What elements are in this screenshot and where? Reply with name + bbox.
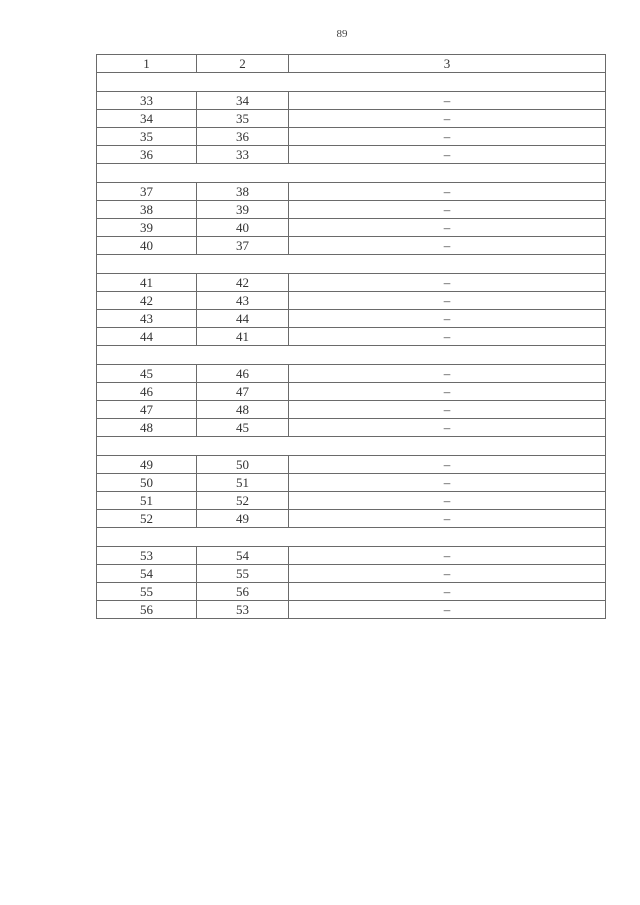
table-cell-col3: – <box>289 328 606 346</box>
table-row <box>97 328 606 346</box>
column-header-2: 2 <box>197 55 289 73</box>
table-body <box>97 55 606 619</box>
group-separator-cell <box>97 528 606 547</box>
table-cell-col1: 56 <box>97 601 197 619</box>
table-cell-col3: – <box>289 547 606 565</box>
table-cell-col3: – <box>289 146 606 164</box>
table-cell-col1: 54 <box>97 565 197 583</box>
table-cell-col2: 51 <box>197 474 289 492</box>
table-cell-col1: 38 <box>97 201 197 219</box>
table-cell-col1: 37 <box>97 183 197 201</box>
table-cell-col2: 48 <box>197 401 289 419</box>
table-cell-col1: 42 <box>97 292 197 310</box>
table-cell-col1: 43 <box>97 310 197 328</box>
group-separator-row <box>97 164 606 183</box>
table-cell-col3: – <box>289 565 606 583</box>
table-cell-col2: 53 <box>197 601 289 619</box>
table-row <box>97 583 606 601</box>
table-cell-col2: 34 <box>197 92 289 110</box>
table-cell-col3: – <box>289 474 606 492</box>
group-separator-row <box>97 255 606 274</box>
table-row <box>97 310 606 328</box>
table-cell-col2: 47 <box>197 383 289 401</box>
table-cell-col3: – <box>289 110 606 128</box>
table-cell-col2: 42 <box>197 274 289 292</box>
table-cell-col3: – <box>289 383 606 401</box>
table-row <box>97 365 606 383</box>
table-cell-col1: 40 <box>97 237 197 255</box>
table-cell-col1: 52 <box>97 510 197 528</box>
table-cell-col1: 35 <box>97 128 197 146</box>
table-cell-col2: 41 <box>197 328 289 346</box>
table-cell-col3: – <box>289 583 606 601</box>
group-separator-row <box>97 528 606 547</box>
column-header-3: 3 <box>289 55 606 73</box>
table-cell-col3: – <box>289 365 606 383</box>
table-cell-col1: 50 <box>97 474 197 492</box>
table-row <box>97 401 606 419</box>
table-row <box>97 219 606 237</box>
group-separator-row <box>97 437 606 456</box>
table-row <box>97 510 606 528</box>
table-row <box>97 146 606 164</box>
table-cell-col2: 49 <box>197 510 289 528</box>
group-separator-row <box>97 346 606 365</box>
table-cell-col2: 39 <box>197 201 289 219</box>
table-row <box>97 565 606 583</box>
table-row <box>97 292 606 310</box>
table-cell-col3: – <box>289 128 606 146</box>
data-table <box>96 54 606 619</box>
table-cell-col1: 36 <box>97 146 197 164</box>
table-cell-col3: – <box>289 237 606 255</box>
table-cell-col2: 35 <box>197 110 289 128</box>
page-number: 89 <box>336 28 348 40</box>
table-cell-col2: 52 <box>197 492 289 510</box>
table-cell-col2: 54 <box>197 547 289 565</box>
table-cell-col3: – <box>289 492 606 510</box>
table-cell-col2: 46 <box>197 365 289 383</box>
table-cell-col2: 36 <box>197 128 289 146</box>
table-row <box>97 201 606 219</box>
table-cell-col3: – <box>289 310 606 328</box>
table-cell-col1: 45 <box>97 365 197 383</box>
group-separator-cell <box>97 164 606 183</box>
table-cell-col2: 38 <box>197 183 289 201</box>
table-cell-col3: – <box>289 510 606 528</box>
table-cell-col2: 33 <box>197 146 289 164</box>
table-row <box>97 383 606 401</box>
group-separator-cell <box>97 437 606 456</box>
table-cell-col1: 33 <box>97 92 197 110</box>
group-separator-row <box>97 73 606 92</box>
table-cell-col3: – <box>289 92 606 110</box>
table-cell-col1: 39 <box>97 219 197 237</box>
table-row <box>97 474 606 492</box>
table-cell-col1: 48 <box>97 419 197 437</box>
table-cell-col3: – <box>289 292 606 310</box>
table-cell-col1: 47 <box>97 401 197 419</box>
table-row <box>97 274 606 292</box>
table-cell-col1: 46 <box>97 383 197 401</box>
table-row <box>97 419 606 437</box>
table-row <box>97 110 606 128</box>
group-separator-cell <box>97 73 606 92</box>
table-row <box>97 92 606 110</box>
table-cell-col3: – <box>289 201 606 219</box>
table-row <box>97 547 606 565</box>
table-row <box>97 601 606 619</box>
header-row <box>97 55 606 73</box>
table-row <box>97 128 606 146</box>
table-cell-col3: – <box>289 183 606 201</box>
table-cell-col2: 45 <box>197 419 289 437</box>
table-row <box>97 456 606 474</box>
table-cell-col3: – <box>289 219 606 237</box>
table-cell-col2: 44 <box>197 310 289 328</box>
table-cell-col1: 53 <box>97 547 197 565</box>
table-cell-col2: 40 <box>197 219 289 237</box>
table-row <box>97 237 606 255</box>
table-cell-col1: 41 <box>97 274 197 292</box>
table-cell-col3: – <box>289 456 606 474</box>
table-cell-col1: 34 <box>97 110 197 128</box>
table-cell-col3: – <box>289 401 606 419</box>
table-cell-col2: 43 <box>197 292 289 310</box>
column-header-1: 1 <box>97 55 197 73</box>
table-cell-col3: – <box>289 601 606 619</box>
table-cell-col3: – <box>289 274 606 292</box>
table-cell-col2: 50 <box>197 456 289 474</box>
table-cell-col2: 56 <box>197 583 289 601</box>
table-cell-col2: 55 <box>197 565 289 583</box>
table-cell-col3: – <box>289 419 606 437</box>
table-cell-col1: 49 <box>97 456 197 474</box>
table-cell-col1: 55 <box>97 583 197 601</box>
group-separator-cell <box>97 346 606 365</box>
table-cell-col1: 51 <box>97 492 197 510</box>
table-row <box>97 492 606 510</box>
table-cell-col1: 44 <box>97 328 197 346</box>
table-cell-col2: 37 <box>197 237 289 255</box>
table-row <box>97 183 606 201</box>
group-separator-cell <box>97 255 606 274</box>
